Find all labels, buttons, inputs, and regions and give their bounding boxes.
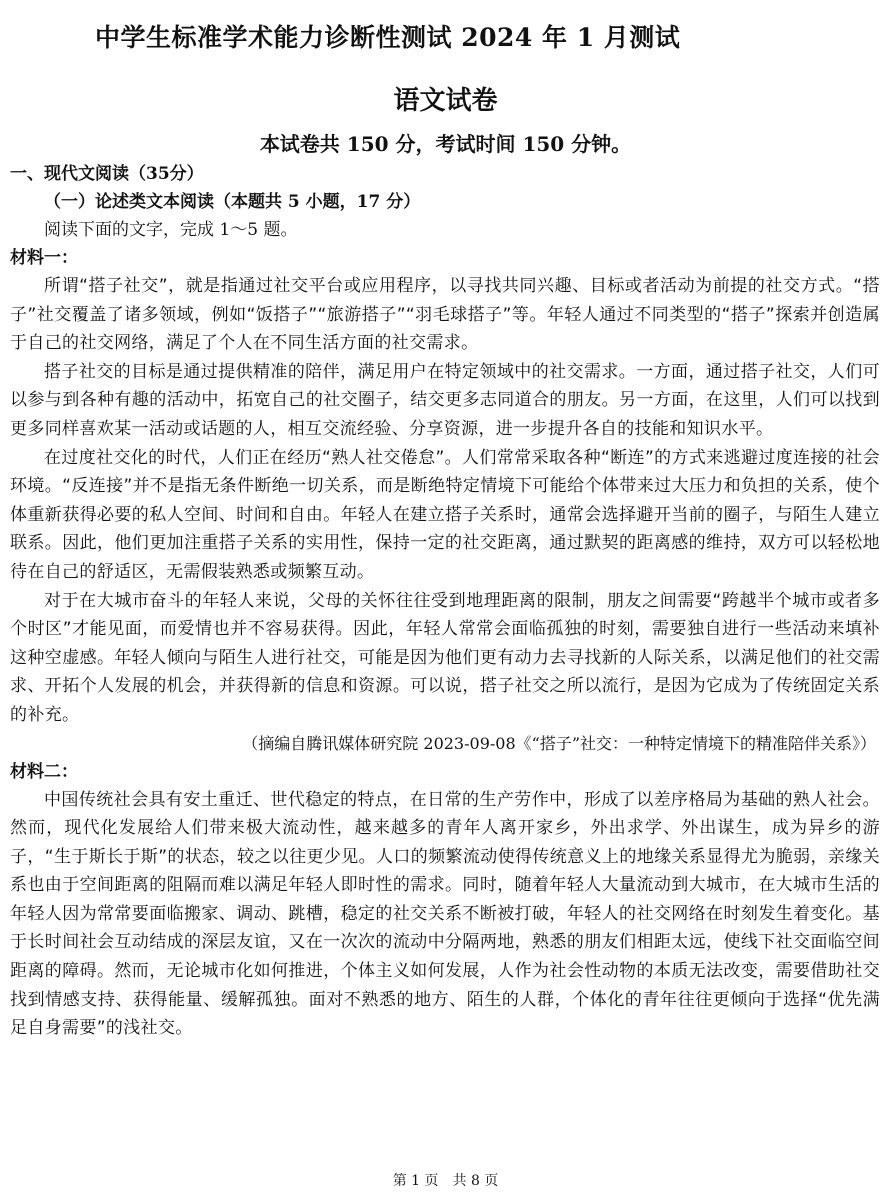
material-one-source: （摘编自腾讯媒体研究院 2023-09-08《“搭子”社交：一种特定情境下的精准陪伴关系》）: [242, 733, 876, 753]
section-heading: 一、现代文阅读（35分）: [10, 164, 204, 184]
exam-content: [10, 160, 880, 1043]
exam-title: 中学生标准学术能力诊断性测试 2024 年 1 月测试: [95, 23, 681, 52]
material-one-paragraph: 在过度社交化的时代，人们正在经历“熟人社交倦怠”。人们常常采取各种“断连”的方式来逃避过度连接的社会环境。“反连接”并不是指无条件断绝一切关系，而是断绝特定情境下可能给个体带来过大压力和负担的关系，使个体重新获得必要的私人空间、时间和自由。年轻人在建立搭子关系时，通常会选择避开当前的圈子，与陌生人建立联系。因此，他们更加注重搭子关系的实用性，保持一定的社交距离，通过默契的距离感的维持，双方可以轻松地待在自己的舒适区，无需假装熟悉或频繁互动。: [10, 447, 880, 582]
exam-note: 本试卷共 150 分，考试时间 150 分钟。: [259, 132, 632, 156]
page-number: 第 1 页 共 8 页: [392, 1173, 499, 1189]
material-two-label: 材料二：: [10, 761, 78, 782]
sub-section-heading: （一）论述类文本阅读（本题共 5 小题，17 分）: [44, 192, 421, 212]
material-one-paragraph: 搭子社交的目标是通过提供精准的陪伴，满足用户在特定领域中的社交需求。一方面，通过搭子社交，人们可以参与到各种有趣的活动中，拓宽自己的社交圈子，结交更多志同道合的朋友。另一方面，在这里，人们可以找到更多同样喜欢某一活动或话题的人，相互交流经验、分享资源，进一步提升各自的技能和知识水平。: [10, 361, 880, 439]
material-one-paragraph: 对于在大城市奋斗的年轻人来说，父母的关怀往往受到地理距离的限制，朋友之间需要“跨越半个城市或者多个时区”才能见面，而爱情也并不容易获得。因此，年轻人常常会面临孤独的时刻，需要独自进行一些活动来填补这种空虚感。年轻人倾向与陌生人进行社交，可能是因为他们更有动力去寻找新的人际关系，以满足他们的社交需求、开拓个人发展的机会，并获得新的信息和资源。可以说，搭子社交之所以流行，是因为它成为了传统固定关系的补充。: [10, 590, 880, 725]
material-two-paragraph: 中国传统社会具有安土重迁、世代稳定的特点，在日常的生产劳作中，形成了以差序格局为基础的熟人社会。然而，现代化发展给人们带来极大流动性，越来越多的青年人离开家乡，外出求学、外出谋生，成为异乡的游子，“生于斯长于斯”的状态，较之以往更少见。人口的频繁流动使得传统意义上的地缘关系显得尤为脆弱，亲缘关系也由于空间距离的阻隔而难以满足年轻人即时性的需求。同时，随着年轻人大量流动到大城市，在大城市生活的年轻人因为常常要面临搬家、调动、跳槽，稳定的社交关系不断被打破，年轻人的社交网络在时刻发生着变化。基于长时间社会互动结成的深层友谊，又在一次次的流动中分隔两地，熟悉的朋友们相距太远，使线下社交面临空间距离的障碍。然而，无论城市化如何推进，个体主义如何发展，人作为社会性动物的本质无法改变，需要借助社交找到情感支持、获得能量、缓解孤独。面对不熟悉的地方、陌生的人群，个体化的青年往往更倾向于选择“优先满足自身需要”的浅社交。: [10, 789, 880, 1039]
reading-instruction: 阅读下面的文字，完成 1～5 题。: [44, 220, 298, 240]
subject-title: 语文试卷: [393, 86, 498, 116]
material-one-label: 材料一：: [10, 248, 78, 268]
material-one-paragraph: 所谓“搭子社交”，就是指通过社交平台或应用程序，以寻找共同兴趣、目标或者活动为前提的社交方式。“搭子”社交覆盖了诸多领域，例如“饭搭子”“旅游搭子”“羽毛球搭子”等。年轻人通过不同类型的“搭子”探索并创造属于自己的社交网络，满足了个人在不同生活方面的社交需求。: [10, 276, 880, 354]
